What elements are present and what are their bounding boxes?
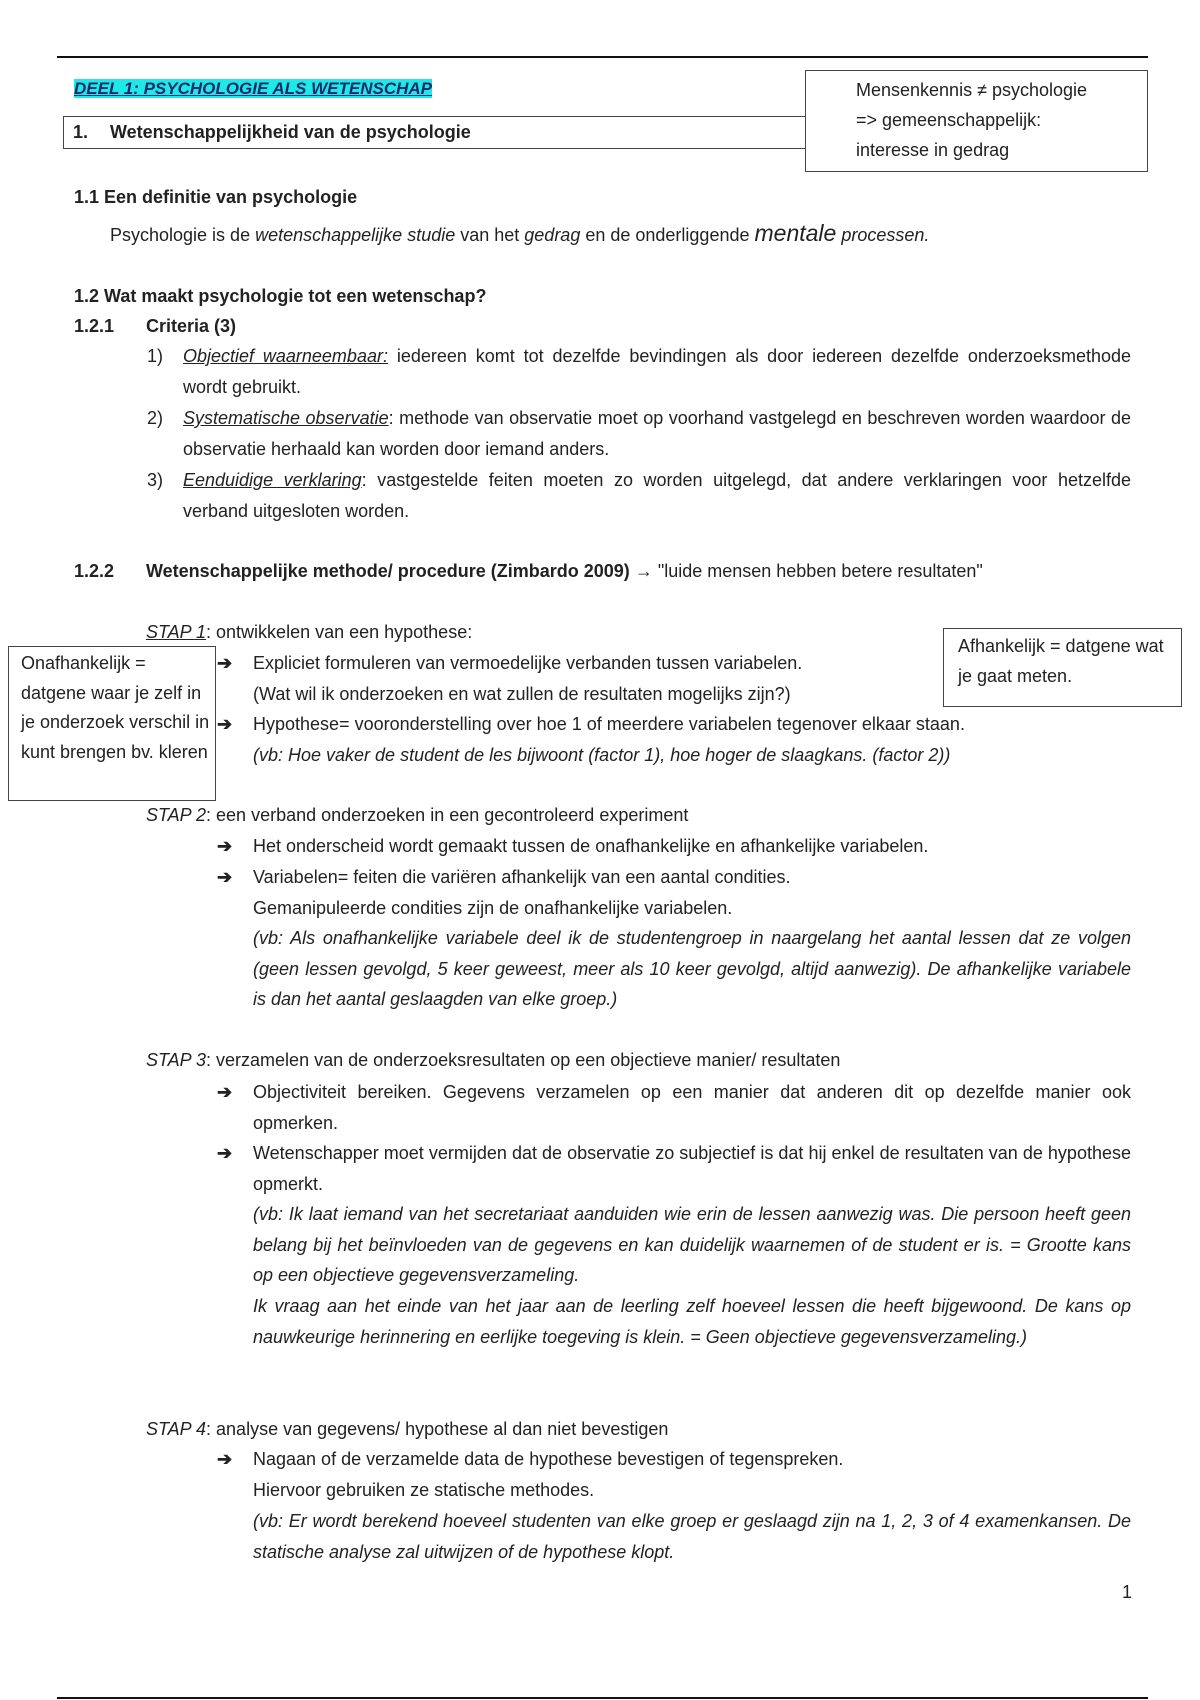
note-left-independent: Onafhankelijk = datgene waar je zelf in je onderzoek verschil in kunt brengen bv. kleren (8, 646, 216, 801)
list-number: 3) (147, 470, 164, 490)
part-heading-text: DEEL 1: PSYCHOLOGIE ALS WETENSCHAP (74, 79, 432, 98)
criteria-item: Objectief waarneembaar: iedereen komt tot dezelfde bevindingen als door iedereen dezelfde onderzoeksmethode wordt gebruikt. (183, 346, 1131, 397)
arrow-bullet-icon: ➔ (217, 1082, 233, 1102)
section-1-2-1-title: Criteria (3) (146, 316, 237, 336)
section-1-2-1-number: 1.2.1 (74, 316, 115, 336)
step-2-heading: STAP 2: een verband onderzoeken in een gecontroleerd experiment (146, 805, 689, 825)
example-text: (vb: Als onafhankelijke variabele deel ik de studentengroep in naargelang het aantal lessen dat ze volgen (geen lessen gevolgd, 5 keer geweest, meer als 10 keer gevolgd, altijd aanwezig). De afhankelijke variabele is dan het aantal geslaagden van elke groep.) (253, 928, 1131, 1009)
example-text: (vb: Ik laat iemand van het secretariaat aanduiden wie erin de lessen aanwezig was. Die persoon heeft geen belang bij het beïnvloeden van de gegevens en kan duidelijk waarnemen of de student er is. = Grootte kans op een objectieve gegevensverzameling. (253, 1204, 1131, 1285)
example-text: Ik vraag aan het einde van het jaar aan de leerling zelf hoeveel lessen die heeft bijgewoond. De kans op nauwkeurige herinnering en eerlijke toegeving is klein. = Geen objectieve gegevensverzameling.) (253, 1296, 1131, 1347)
chapter-title: Wetenschappelijkheid van de psychologie (110, 122, 471, 142)
criteria-item: Systematische observatie: methode van observatie moet op voorhand vastgelegd en beschreven worden waardoor de observatie herhaald kan worden door iemand anders. (183, 408, 1131, 459)
criteria-item: Eenduidige verklaring: vastgestelde feiten moeten zo worden uitgelegd, dat andere verklaringen voor hetzelfde verband uitgesloten worden. (183, 470, 1132, 521)
arrow-bullet-icon: ➔ (217, 714, 233, 734)
bullet-text: Wetenschapper moet vermijden dat de observatie zo subjectief is dat hij enkel de resultaten van de hypothese opmerkt. (253, 1143, 1131, 1194)
header-rule (57, 56, 1148, 58)
example-text: (vb: Er wordt berekend hoeveel studenten van elke groep er geslaagd zijn na 1, 2, 3 of 4 examenkansen. De statische analyse zal uitwijzen of de hypothese klopt. (253, 1511, 1131, 1562)
arrow-bullet-icon: ➔ (217, 1449, 233, 1469)
section-1-2-title: 1.2 Wat maakt psychologie tot een wetenschap? (74, 286, 487, 306)
arrow-bullet-icon: ➔ (217, 1143, 233, 1163)
note-right-dependent: Afhankelijk = datgene wat je gaat meten. (943, 628, 1182, 707)
definition-text: Psychologie is de wetenschappelijke studie van het gedrag en de onderliggende mentale processen. (110, 220, 930, 246)
list-number: 1) (147, 346, 164, 366)
chapter-heading-box (63, 116, 808, 149)
page-number: 1 (1122, 1582, 1133, 1602)
step-3-heading: STAP 3: verzamelen van de onderzoeksresultaten op een objectieve manier/ resultaten (146, 1050, 841, 1070)
section-1-2-2-number: 1.2.2 (74, 561, 115, 581)
bullet-text: (Wat wil ik onderzoeken en wat zullen de resultaten mogelijks zijn?) (253, 684, 791, 704)
section-1-1-title: 1.1 Een definitie van psychologie (74, 187, 358, 207)
section-1-2-2-title: Wetenschappelijke methode/ procedure (Zimbardo 2009) → "luide mensen hebben betere resultaten" (146, 561, 983, 581)
bullet-text: Hypothese= vooronderstelling over hoe 1 of meerdere variabelen tegenover elkaar staan. (253, 714, 965, 734)
example-text: (vb: Hoe vaker de student de les bijwoont (factor 1), hoe hoger de slaagkans. (factor 2)) (253, 745, 951, 765)
arrow-bullet-icon: ➔ (217, 867, 233, 887)
chapter-number: 1. (73, 122, 89, 142)
bullet-text: Het onderscheid wordt gemaakt tussen de onafhankelijke en afhankelijke variabelen. (253, 836, 929, 856)
footer-rule (57, 1697, 1148, 1699)
arrow-bullet-icon: ➔ (217, 836, 233, 856)
bullet-text: Nagaan of de verzamelde data de hypothese bevestigen of tegenspreken. (253, 1449, 844, 1469)
note-line: => gemeenschappelijk: (856, 110, 1042, 130)
bullet-text: Expliciet formuleren van vermoedelijke verbanden tussen variabelen. (253, 653, 803, 673)
note-line: Mensenkennis ≠ psychologie (856, 80, 1088, 100)
note-line: interesse in gedrag (856, 140, 1010, 160)
arrow-bullet-icon: ➔ (217, 653, 233, 673)
step-1-heading: STAP 1: ontwikkelen van een hypothese: (146, 622, 473, 642)
part-heading (74, 73, 432, 105)
bullet-text: Variabelen= feiten die variëren afhankelijk van een aantal condities. (253, 867, 791, 887)
bullet-text: Gemanipuleerde condities zijn de onafhankelijke variabelen. (253, 898, 733, 918)
note-top-right (805, 70, 1148, 172)
list-number: 2) (147, 408, 164, 428)
bullet-text: Objectiviteit bereiken. Gegevens verzamelen op een manier dat anderen dit op dezelfde manier ook opmerken. (253, 1082, 1131, 1133)
arrow-icon: → (634, 561, 653, 581)
step-4-heading: STAP 4: analyse van gegevens/ hypothese al dan niet bevestigen (146, 1419, 669, 1439)
bullet-text: Hiervoor gebruiken ze statische methodes. (253, 1480, 595, 1500)
